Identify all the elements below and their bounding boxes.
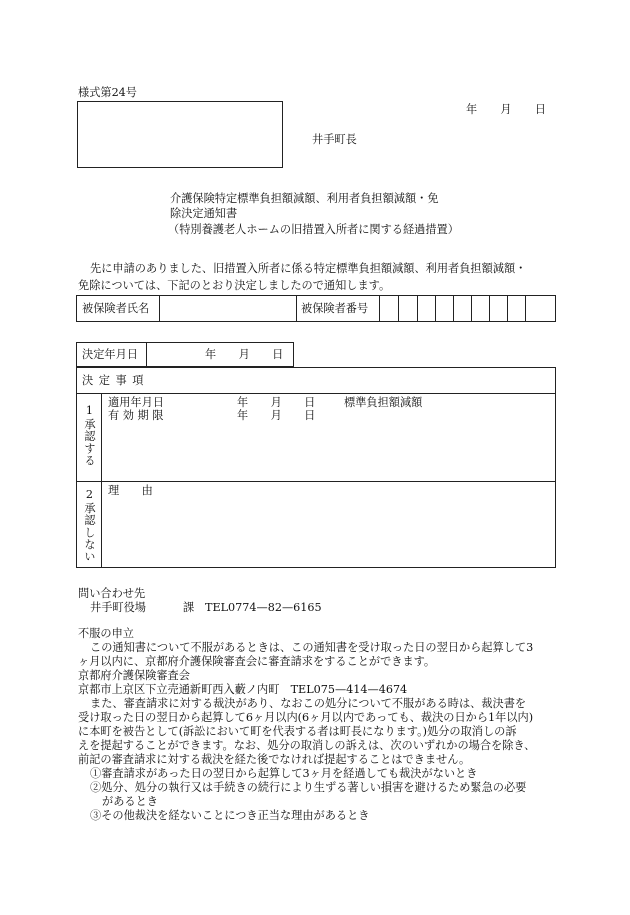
valid-period-label: 有 効 期 限 (108, 409, 164, 422)
issue-date: 年 月 日 (466, 103, 552, 116)
reject-side-label: 2承認しない (83, 488, 96, 563)
appeal-p2-line4: えを提起することができます。なお、処分の取消しの訴えは、次のいずれかの場合を除き、 (78, 739, 536, 752)
intro-line1: 先に申請のありました、旧措置入所者に係る特定標準負担額減額、利用者負担額減額・ (90, 262, 527, 275)
appeal-p2-line2: 受け取った日の翌日から起算して6ヶ月以内(6ヶ月以内であっても、裁決の日から1年以内) (78, 711, 534, 724)
appeal-address: 京都市上京区下立売通新町西入藪ノ内町 TEL075—414—4674 (78, 683, 408, 696)
decision-date-value: 年 月 日 (205, 348, 284, 361)
addressee-box (77, 101, 283, 168)
form-number: 様式第24号 (78, 86, 137, 99)
approve-side-label: 1承認する (83, 404, 96, 467)
contact-office: 井手町役場 (90, 601, 146, 614)
appeal-body-name: 京都府介護保険審査会 (78, 669, 190, 682)
appeal-p1-line2: ヶ月以内に、京都府介護保険審査会に審査請求をすることができます。 (78, 655, 436, 668)
document-title-line1: 介護保険特定標準負担額減額、利用者負担額減額・免 (170, 192, 439, 205)
insured-number-label: 被保険者番号 (301, 302, 369, 315)
decision-items-label: 決 定 事 項 (82, 374, 145, 387)
appeal-item3: ③その他裁決を経ないことにつき正当な理由があるとき (90, 809, 370, 822)
appeal-p2-line1: また、審査請求に対する裁決があり、なおこの処分について不服がある時は、裁決書を (90, 697, 527, 710)
appeal-p2-line5: 前記の審査請求に対する裁決を経た後でなければ提起することはできません。 (78, 753, 471, 766)
appeal-p2-line3: に本町を被告として(訴訟において町を代表する者は町長になります。)処分の取消しの訴 (78, 725, 517, 738)
apply-date-value: 年 月 日 (237, 396, 316, 409)
appeal-p1-line1: この通知書について不服があるときは、この通知書を受け取った日の翌日から起算して3 (90, 641, 534, 654)
reason-label: 理 由 (108, 484, 153, 497)
intro-line2: 免除については、下記のとおり決定しましたので通知します。 (78, 279, 391, 292)
document-title-line2: 除決定通知書 (170, 207, 238, 220)
document-subtitle: （特別養護老人ホームの旧措置入所者に関する経過措置） (168, 223, 459, 236)
appeal-heading: 不服の申立 (78, 627, 134, 640)
insured-name-label: 被保険者氏名 (82, 302, 150, 315)
valid-period-value: 年 月 日 (237, 409, 316, 422)
contact-section: 課 (183, 601, 195, 614)
apply-date-label: 適用年月日 (108, 396, 164, 409)
appeal-item2-line1: ②処分、処分の執行又は手続きの続行により生ずる著しい損害を避けるため緊急の必要 (90, 781, 527, 794)
contact-heading: 問い合わせ先 (78, 587, 146, 600)
decision-date-label: 決定年月日 (82, 348, 138, 361)
mayor-name: 井手町長 (312, 133, 357, 146)
apply-kind: 標準負担額減額 (344, 396, 423, 409)
appeal-item1: ①審査請求があった日の翌日から起算して3ヶ月を経過しても裁決がないとき (90, 767, 478, 780)
contact-tel: TEL0774—82—6165 (205, 601, 322, 614)
appeal-item2-line2: があるとき (102, 795, 158, 808)
